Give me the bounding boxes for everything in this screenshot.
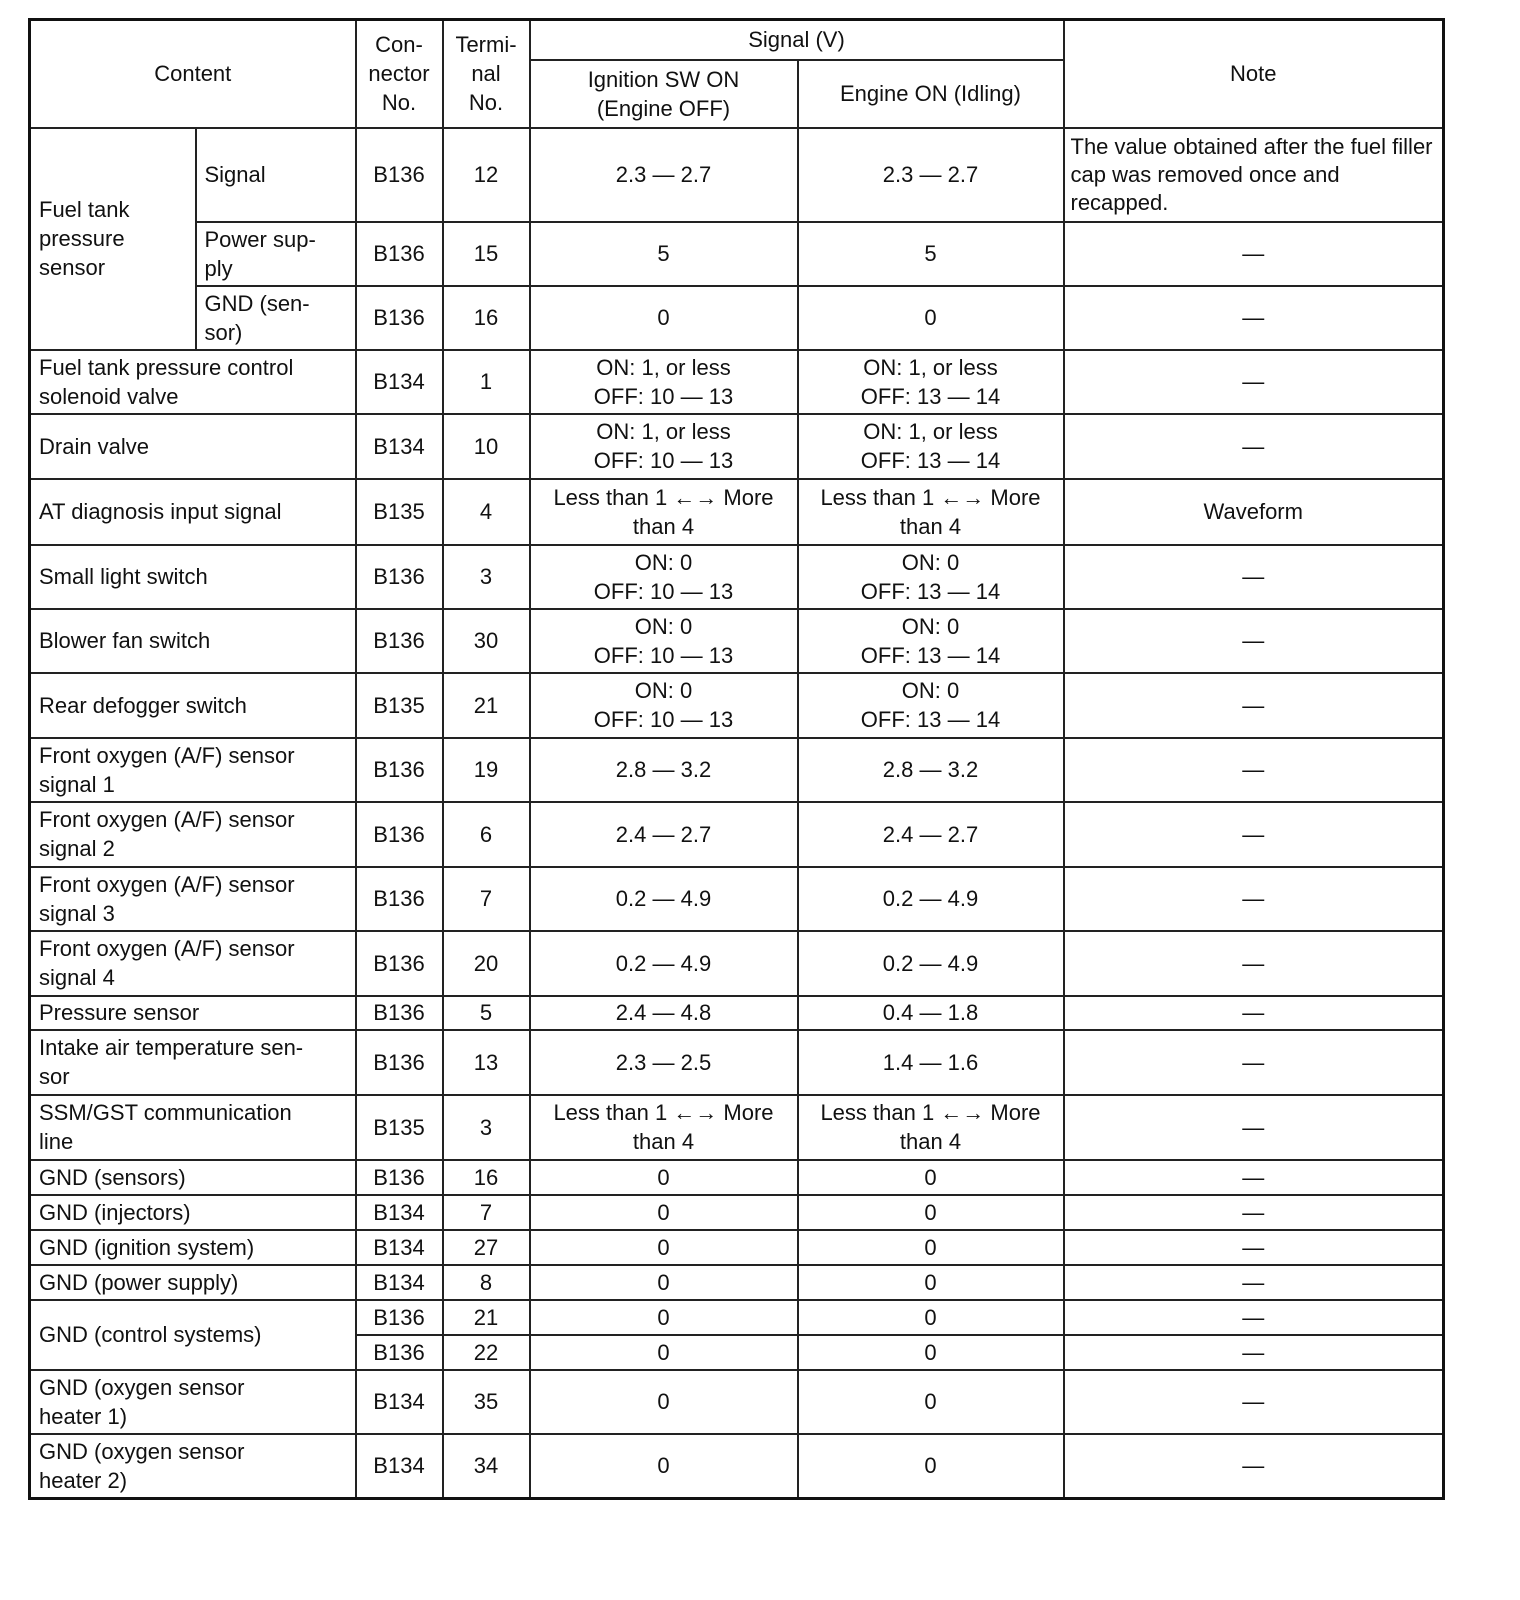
engine-on-value: ON: 0 OFF: 13 — 14 [798,673,1064,738]
content-cell: Intake air temperature sen- sor [30,1030,356,1095]
content-cell: Pressure sensor [30,996,356,1030]
engine-on-value: 0 [798,1160,1064,1195]
engine-on-value: Less than 1 ←→ More than 4 [798,479,1064,545]
table-row [30,350,1444,414]
connector-cell: B135 [356,673,443,738]
table-row [30,545,1444,609]
terminal-voltage-table [28,18,1445,1500]
table-row [30,1300,1444,1335]
table-row [30,996,1444,1030]
content-sub-cell: Signal [196,128,356,222]
content-cell: Front oxygen (A/F) sensor signal 3 [30,867,356,931]
ignition-sw-on-value: 0 [530,1195,798,1230]
table-row [30,1434,1444,1499]
terminal-cell: 6 [443,802,530,867]
ignition-sw-on-value: 0 [530,286,798,350]
note-cell: — [1064,286,1444,350]
content-cell: GND (sensors) [30,1160,356,1195]
engine-on-value: 0 [798,286,1064,350]
connector-cell: B136 [356,1030,443,1095]
table-row [30,609,1444,673]
connector-cell: B136 [356,128,443,222]
ignition-sw-on-value: 2.4 — 2.7 [530,802,798,867]
terminal-cell: 16 [443,1160,530,1195]
terminal-cell: 13 [443,1030,530,1095]
terminal-cell: 21 [443,673,530,738]
ignition-sw-on-value: ON: 0 OFF: 10 — 13 [530,673,798,738]
connector-cell: B136 [356,1160,443,1195]
terminal-cell: 8 [443,1265,530,1300]
note-cell: — [1064,609,1444,673]
ignition-sw-on-value: 0 [530,1434,798,1499]
connector-cell: B136 [356,286,443,350]
content-cell: Fuel tank pressure control solenoid valve [30,350,356,414]
terminal-cell: 22 [443,1335,530,1370]
connector-cell: B134 [356,1195,443,1230]
terminal-cell: 1 [443,350,530,414]
ignition-sw-on-value: 0 [530,1335,798,1370]
connector-cell: B136 [356,1300,443,1335]
connector-cell: B135 [356,479,443,545]
engine-on-value: 0.2 — 4.9 [798,867,1064,931]
ignition-sw-on-value: 0 [530,1230,798,1265]
terminal-cell: 15 [443,222,530,286]
engine-on-value: 2.4 — 2.7 [798,802,1064,867]
terminal-cell: 21 [443,1300,530,1335]
content-cell: Rear defogger switch [30,673,356,738]
terminal-cell: 3 [443,545,530,609]
engine-on-value: 1.4 — 1.6 [798,1030,1064,1095]
content-cell: SSM/GST communication line [30,1095,356,1160]
engine-on-value: 0 [798,1265,1064,1300]
table-row [30,1265,1444,1300]
content-cell: Blower fan switch [30,609,356,673]
connector-cell: B136 [356,1335,443,1370]
engine-on-value: 2.8 — 3.2 [798,738,1064,802]
content-cell: AT diagnosis input signal [30,479,356,545]
ignition-sw-on-value: 0.2 — 4.9 [530,931,798,996]
table-row [30,867,1444,931]
terminal-cell: 3 [443,1095,530,1160]
content-sub-cell: GND (sen- sor) [196,286,356,350]
engine-on-value: 0.4 — 1.8 [798,996,1064,1030]
ignition-sw-on-value: 0 [530,1160,798,1195]
connector-cell: B136 [356,738,443,802]
note-cell: — [1064,1370,1444,1434]
ignition-sw-on-value: ON: 1, or less OFF: 10 — 13 [530,350,798,414]
note-cell: — [1064,802,1444,867]
content-cell: GND (ignition system) [30,1230,356,1265]
terminal-cell: 7 [443,867,530,931]
ignition-sw-on-value: Less than 1 ←→ More than 4 [530,479,798,545]
engine-on-value: Less than 1 ←→ More than 4 [798,1095,1064,1160]
engine-on-value: ON: 1, or less OFF: 13 — 14 [798,350,1064,414]
table-row [30,1095,1444,1160]
ignition-sw-on-value: 2.4 — 4.8 [530,996,798,1030]
note-cell: — [1064,1195,1444,1230]
engine-on-value: 0 [798,1195,1064,1230]
connector-cell: B136 [356,802,443,867]
connector-cell: B134 [356,1230,443,1265]
connector-cell: B134 [356,1370,443,1434]
engine-on-value: 0 [798,1300,1064,1335]
engine-on-value: 0 [798,1230,1064,1265]
ignition-sw-on-value: 2.8 — 3.2 [530,738,798,802]
note-cell: — [1064,1434,1444,1499]
engine-on-value: ON: 0 OFF: 13 — 14 [798,609,1064,673]
note-cell: — [1064,1030,1444,1095]
ignition-sw-on-value: 0.2 — 4.9 [530,867,798,931]
table-row [30,222,1444,286]
engine-on-value: 5 [798,222,1064,286]
ignition-sw-on-value: ON: 1, or less OFF: 10 — 13 [530,414,798,479]
content-cell: GND (oxygen sensor heater 1) [30,1370,356,1434]
note-cell: — [1064,1300,1444,1335]
note-cell: — [1064,673,1444,738]
engine-on-value: 0 [798,1335,1064,1370]
terminal-cell: 10 [443,414,530,479]
content-cell: GND (power supply) [30,1265,356,1300]
terminal-cell: 4 [443,479,530,545]
connector-cell: B136 [356,996,443,1030]
ignition-sw-on-value: ON: 0 OFF: 10 — 13 [530,609,798,673]
content-cell: GND (injectors) [30,1195,356,1230]
content-sub-cell: Power sup- ply [196,222,356,286]
note-cell: — [1064,545,1444,609]
table-row [30,931,1444,996]
connector-cell: B134 [356,350,443,414]
ignition-sw-on-value: 5 [530,222,798,286]
note-cell: — [1064,996,1444,1030]
ignition-sw-on-value: 0 [530,1370,798,1434]
ignition-sw-on-value: 2.3 — 2.5 [530,1030,798,1095]
note-cell: Waveform [1064,479,1444,545]
ignition-sw-on-value: ON: 0 OFF: 10 — 13 [530,545,798,609]
engine-on-value: ON: 0 OFF: 13 — 14 [798,545,1064,609]
table-row [30,1230,1444,1265]
content-cell: Drain valve [30,414,356,479]
header-ignition-sw-on: Ignition SW ON (Engine OFF) [530,60,798,128]
content-cell: Small light switch [30,545,356,609]
header-terminal: Termi- nal No. [443,20,530,128]
connector-cell: B134 [356,414,443,479]
ignition-sw-on-value: Less than 1 ←→ More than 4 [530,1095,798,1160]
connector-cell: B136 [356,222,443,286]
note-cell: — [1064,738,1444,802]
content-cell: Fuel tank pressure sensor [30,128,196,350]
table-row [30,802,1444,867]
terminal-cell: 35 [443,1370,530,1434]
content-cell: GND (control systems) [30,1300,356,1370]
engine-on-value: 0 [798,1370,1064,1434]
note-cell: — [1064,1160,1444,1195]
terminal-cell: 12 [443,128,530,222]
terminal-cell: 5 [443,996,530,1030]
note-cell: — [1064,1335,1444,1370]
connector-cell: B135 [356,1095,443,1160]
connector-cell: B136 [356,931,443,996]
note-cell: — [1064,414,1444,479]
ignition-sw-on-value: 2.3 — 2.7 [530,128,798,222]
table-row [30,1030,1444,1095]
table-row [30,738,1444,802]
connector-cell: B136 [356,609,443,673]
note-cell: — [1064,1265,1444,1300]
table-row [30,673,1444,738]
terminal-cell: 30 [443,609,530,673]
engine-on-value: 2.3 — 2.7 [798,128,1064,222]
table-row [30,286,1444,350]
table-row [30,1370,1444,1434]
header-connector: Con- nector No. [356,20,443,128]
engine-on-value: ON: 1, or less OFF: 13 — 14 [798,414,1064,479]
content-cell: Front oxygen (A/F) sensor signal 1 [30,738,356,802]
connector-cell: B134 [356,1434,443,1499]
note-cell: — [1064,931,1444,996]
note-cell: — [1064,350,1444,414]
ignition-sw-on-value: 0 [530,1300,798,1335]
table-row [30,128,1444,222]
terminal-cell: 27 [443,1230,530,1265]
header-content: Content [30,20,356,128]
note-cell: — [1064,1095,1444,1160]
engine-on-value: 0 [798,1434,1064,1499]
ignition-sw-on-value: 0 [530,1265,798,1300]
connector-cell: B136 [356,867,443,931]
header-engine-on: Engine ON (Idling) [798,60,1064,128]
note-cell: — [1064,867,1444,931]
note-cell: — [1064,1230,1444,1265]
engine-on-value: 0.2 — 4.9 [798,931,1064,996]
terminal-cell: 20 [443,931,530,996]
content-cell: Front oxygen (A/F) sensor signal 2 [30,802,356,867]
content-cell: Front oxygen (A/F) sensor signal 4 [30,931,356,996]
table-row [30,414,1444,479]
terminal-cell: 7 [443,1195,530,1230]
header-note: Note [1064,20,1444,128]
content-cell: GND (oxygen sensor heater 2) [30,1434,356,1499]
table-row [30,1195,1444,1230]
terminal-cell: 34 [443,1434,530,1499]
note-cell: The value obtained after the fuel filler cap was removed once and recapped. [1064,128,1444,222]
terminal-cell: 19 [443,738,530,802]
connector-cell: B134 [356,1265,443,1300]
connector-cell: B136 [356,545,443,609]
table-row [30,1160,1444,1195]
note-cell: — [1064,222,1444,286]
terminal-cell: 16 [443,286,530,350]
header-signal: Signal (V) [530,20,1064,60]
table-row [30,479,1444,545]
